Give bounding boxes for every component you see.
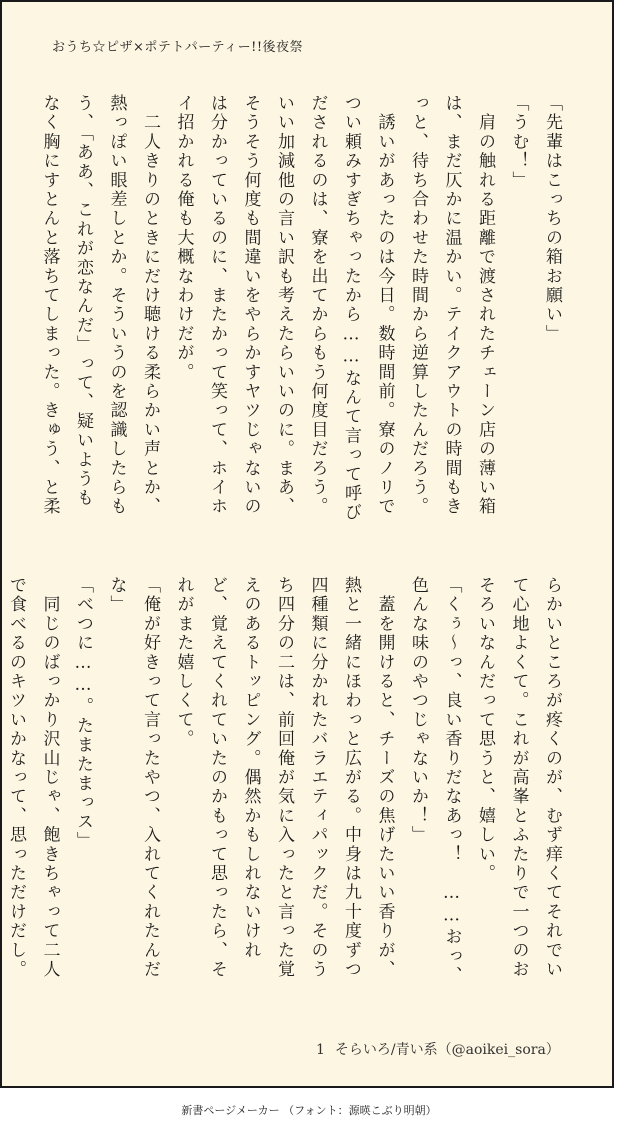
paragraph: 「うむ！」 [508,94,529,190]
paragraph: らかいところが疼くのが、むず痒くてそれでいて心地よくて。これが高峯とふたりで一つのおそろいなんだって思うと、嬉しい。 [475,576,562,980]
paragraph: 蓋を開けると、チーズの焦げたいい香りが、熱と一緒にほわっと広がる。中身は九十度ずつ四種類に分かれたバラエティパックだ。そのうち四分の二は、前回俺が気に入ったと言った覚えのあるトッピング。偶然かもしれないけれど、覚えてくれていたのかもって思ったら、それがまた嬉しくて。 [173,576,395,980]
paragraph: 「くぅ〜っ、良い香りだなあっ！ ……おっ、色んな味のやつじゃないか！」 [408,576,462,986]
paragraph: 「俺が好きって言ったやつ、入れてくれたんだな」 [106,576,160,980]
page-footer [316,1039,560,1059]
page-number: 1 [316,1042,325,1058]
paragraph: 肩の触れる距離で渡されたチェーン店の薄い箱は、まだ仄かに温かい。テイクアウトの時間もきっと、待ち合わせた時間から逆算したんだろう。 [408,94,495,517]
paragraph: 同じのばっかり沢山じゃ、飽きちゃって二人で食べるのキツいかなって、思っただけだし。 [6,576,60,980]
paragraph: 「先輩はこっちの箱お願い」 [542,94,562,344]
paragraph: 二人きりのときにだけ聴ける柔らかい声とか、熱っぽい眼差しとか。そういうのを認識したらもう、「ああ、これが恋なんだ」って、疑いようもなく胸にすとんと落ちてしまった。きゅう、と柔 [39,94,160,517]
paragraph: 誘いがあったのは今日。数時間前。寮のノリでつい頼みすぎちゃったから……なんて言って呼びだされるのは、寮を出てからもう何度目だろう。いい加減他の言い訳も考えたらいいのに。まあ、そうそう何度も間違いをやらかすヤツじゃないのは分かっているのに、またかって笑って、ホイホイ招かれる俺も大概なわけだが。 [173,94,395,523]
running-header: おうち☆ピザ×ポテトパーティー!!後夜祭 [52,40,304,55]
paragraph: 「べつに……。たまたまっス」 [73,576,93,851]
author-credit: そらいろ/青い系（@aoikei_sora） [334,1042,560,1058]
generator-credit: 新書ページメーカー （フォント：源暎こぶり明朝） [181,1104,437,1117]
text-block-top [32,94,568,524]
text-block-bottom [0,576,568,996]
